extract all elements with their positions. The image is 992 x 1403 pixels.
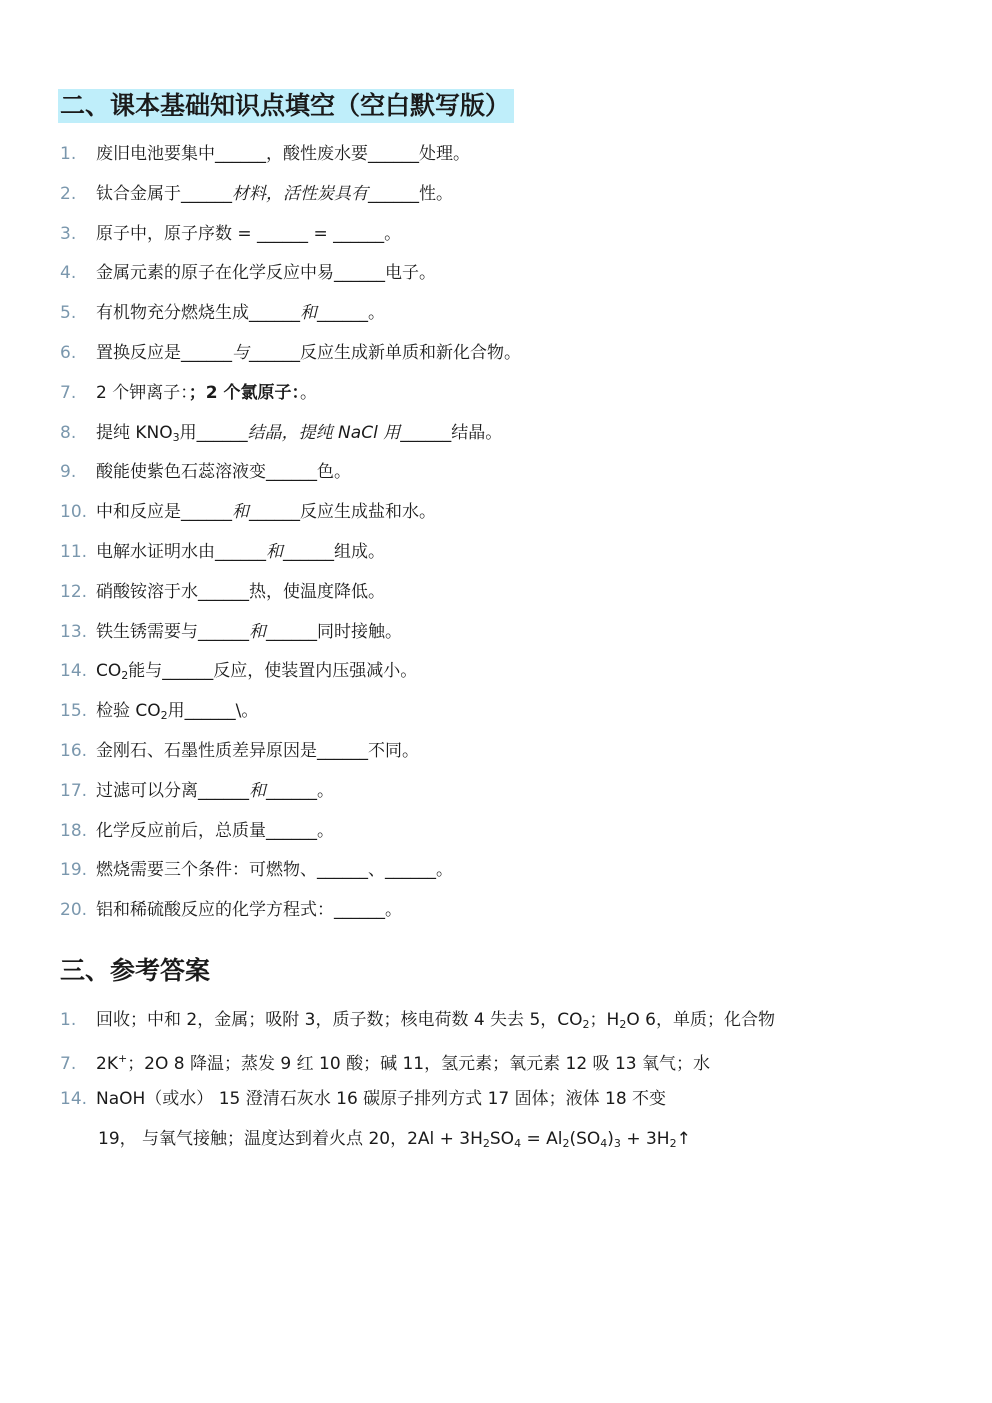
item-text: 有机物充分燃烧生成______和______。 <box>96 303 385 324</box>
item-text: $CO_2$能与______反应，使装置内压强减小。 <box>96 661 418 683</box>
fill-item <box>60 141 470 167</box>
item-text: 提纯 $KNO_3$用______结晶，提纯 NaCl 用______结晶。 <box>96 422 503 444</box>
answer-line <box>98 1126 691 1152</box>
answer-text: 2K+；2O 8 降温；蒸发 9 红 10 酸；碱 11，氢元素；氧元素 12 吸 13 氧气；水 <box>96 1052 710 1074</box>
answer-number: 1. <box>60 1010 77 1030</box>
item-number: 11. <box>60 542 88 562</box>
fill-item <box>60 698 258 724</box>
item-number: 14. <box>60 661 88 682</box>
item-text: 2 个钾离子：；2 个氯原子：。 <box>96 382 317 403</box>
fill-item <box>60 539 385 565</box>
item-number: 10. <box>60 502 88 523</box>
section-2-title: 二、课本基础知识点填空（空白默写版） <box>58 89 514 123</box>
fill-item <box>60 340 521 366</box>
item-text: 燃烧需要三个条件：可燃物、______、______。 <box>96 860 453 881</box>
answer-text: 回收；中和 2，金属；吸附 3，质子数；核电荷数 4 失去 5，$CO_2$；$H_2O$ 6，单质；化合物 <box>96 1010 775 1031</box>
item-text: 原子中，原子序数 = ______ = ______。 <box>96 223 402 244</box>
fill-item <box>60 221 401 247</box>
answer-line <box>60 1086 666 1112</box>
item-number: 12. <box>60 581 88 602</box>
item-text: 钛合金属于______材料，活性炭具有______性。 <box>96 183 453 204</box>
item-number: 17. <box>60 780 88 801</box>
answer-line <box>60 1007 775 1033</box>
fill-item <box>60 181 453 207</box>
answer-number: 7. <box>60 1054 77 1074</box>
answer-text: NaOH（或水） 15 澄清石灰水 16 碳原子排列方式 17 固体；液体 18 不变 <box>96 1089 667 1109</box>
item-text: 化学反应前后，总质量______。 <box>96 820 334 841</box>
item-number: 6. <box>60 343 77 363</box>
fill-item <box>60 738 419 764</box>
answer-text: 19， 与氧气接触；温度达到着火点 20，$2Al + 3H_2SO_4 = Al_2(SO_4)_3$ + $3H_2↑$ <box>98 1129 691 1150</box>
item-number: 9. <box>60 462 77 483</box>
item-number: 2. <box>60 183 77 204</box>
fill-item <box>60 619 402 645</box>
item-number: 19. <box>60 860 88 881</box>
item-number: 8. <box>60 422 77 443</box>
item-number: 3. <box>60 223 77 244</box>
fill-item <box>60 818 334 844</box>
fill-item <box>60 857 453 883</box>
item-text: 铝和稀硫酸反应的化学方程式：______。 <box>96 900 402 921</box>
item-number: 1. <box>60 144 77 164</box>
item-text: 置换反应是______与______反应生成新单质和新化合物。 <box>96 343 521 363</box>
item-text: 过滤可以分离______和______。 <box>96 780 334 801</box>
fill-item <box>60 300 385 326</box>
item-text: 铁生锈需要与______和______同时接触。 <box>96 621 402 642</box>
item-text: 金刚石、石墨性质差异原因是______不同。 <box>96 741 419 761</box>
item-text: 中和反应是______和______反应生成盐和水。 <box>96 502 436 523</box>
answer-number: 14. <box>60 1089 88 1109</box>
fill-item <box>60 778 334 804</box>
item-number: 4. <box>60 263 77 284</box>
item-number: 18. <box>60 820 88 841</box>
item-number: 5. <box>60 303 77 324</box>
item-number: 7. <box>60 382 77 403</box>
fill-item <box>60 499 436 525</box>
item-text: 检验 $CO_2$用______\。 <box>96 701 259 723</box>
item-text: 酸能使紫色石蕊溶液变______色。 <box>96 462 351 483</box>
fill-item <box>60 459 351 485</box>
fill-item <box>60 658 417 684</box>
fill-item <box>60 579 385 605</box>
item-text: 电解水证明水由______和______组成。 <box>96 542 385 562</box>
answer-line <box>60 1046 710 1072</box>
fill-item <box>60 420 502 446</box>
section-3-title: 三、参考答案 <box>60 956 211 985</box>
fill-item <box>60 260 436 286</box>
item-number: 20. <box>60 900 88 921</box>
item-number: 16. <box>60 741 88 761</box>
fill-item <box>60 897 402 923</box>
item-text: 金属元素的原子在化学反应中易______电子。 <box>96 263 436 284</box>
item-text: 废旧电池要集中______，酸性废水要______处理。 <box>96 144 470 164</box>
fill-item <box>60 380 317 406</box>
item-number: 13. <box>60 621 88 642</box>
item-text: 硝酸铵溶于水______热，使温度降低。 <box>96 581 385 602</box>
item-number: 15. <box>60 701 88 722</box>
